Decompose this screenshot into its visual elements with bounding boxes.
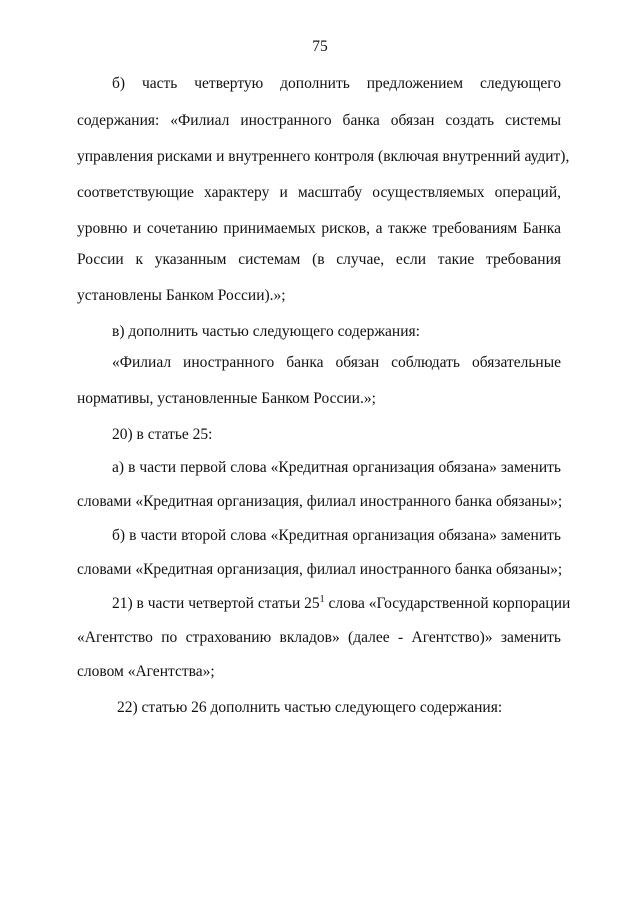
paragraph-line: 20) в статье 25: [112,426,213,443]
paragraph-line: содержания: «Филиал иностранного банка обязан создать системы [77,112,561,129]
paragraph-line: б) часть четвертую дополнить предложением следующего [112,75,561,92]
paragraph-line: словами «Кредитная организация, филиал иностранного банка обязаны»; [77,493,563,510]
paragraph-line: «Филиал иностранного банка обязан соблюдать обязательные [112,354,561,371]
paragraph-line: 22) статью 26 дополнить частью следующего содержания: [117,699,503,716]
paragraph-line [112,594,571,614]
paragraph-line: «Агентство по страхованию вкладов» (далее - Агентство)» заменить [77,629,561,646]
paragraph-line: в) дополнить частью следующего содержания: [112,323,420,340]
paragraph-line: нормативы, установленные Банком России.»; [77,390,376,407]
page-number: 75 [312,38,328,55]
paragraph-line: словом «Агентства»; [77,663,215,680]
paragraph-line: б) в части второй слова «Кредитная организация обязана» заменить [112,527,561,544]
paragraph-line: словами «Кредитная организация, филиал иностранного банка обязаны»; [77,561,563,578]
paragraph-line: России к указанным системам (в случае, если такие требования [77,251,561,268]
paragraph-line: соответствующие характеру и масштабу осуществляемых операций, [77,184,561,201]
paragraph-text: 21) в части четвертой статьи 25 [112,595,320,612]
paragraph-text: слова «Государственной корпорации [324,595,571,612]
paragraph-line: установлены Банком России).»; [77,287,286,304]
paragraph-line: управления рисками и внутреннего контроля (включая внутренний аудит), [77,148,570,165]
paragraph-line: а) в части первой слова «Кредитная организация обязана» заменить [112,459,561,476]
paragraph-line: уровню и сочетанию принимаемых рисков, а также требованиям Банка [77,220,561,237]
superscript: 1 [319,594,325,605]
